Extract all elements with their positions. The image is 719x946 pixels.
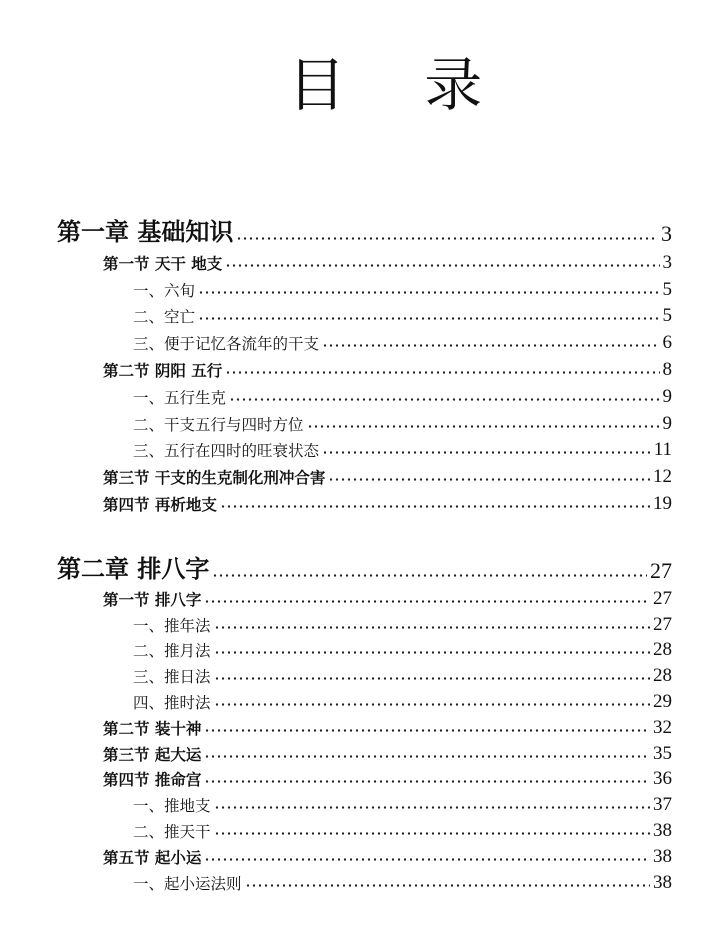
entry-title: 第四节 推命宫 [103, 770, 202, 790]
toc-section-entry[interactable] [57, 739, 672, 765]
toc-chapter-1 [57, 214, 672, 515]
dot-leader [214, 832, 650, 835]
toc-section-entry[interactable] [57, 584, 672, 610]
entry-title: 二、干支五行与四时方位 [133, 415, 304, 434]
toc-section-entry[interactable] [57, 461, 672, 488]
toc-subsection-entry[interactable] [57, 816, 672, 842]
entry-title: 第三节 干支的生克制化刑冲合害 [103, 468, 326, 488]
dot-leader [214, 703, 650, 706]
toc-subsection-entry[interactable] [57, 636, 672, 662]
toc-section-entry[interactable] [57, 488, 672, 515]
entry-title: 一、推地支 [133, 797, 211, 816]
dot-leader [204, 858, 650, 861]
entry-title: 二、空亡 [133, 308, 196, 327]
dot-leader [245, 884, 650, 887]
page-number: 29 [653, 690, 672, 712]
toc-subsection-entry[interactable] [57, 408, 672, 435]
entry-title: 第二章 排八字 [57, 554, 210, 583]
entry-title: 一、起小运法则 [133, 874, 242, 893]
dot-leader [214, 677, 650, 680]
dot-leader [225, 371, 659, 374]
dot-leader [225, 264, 659, 267]
toc-subsection-entry[interactable] [57, 327, 672, 354]
entry-title: 三、五行在四时的旺衰状态 [133, 442, 320, 461]
dot-leader [307, 425, 660, 428]
dot-leader [328, 478, 650, 481]
dot-leader [236, 237, 658, 240]
toc-chapter-entry[interactable] [57, 214, 672, 247]
dot-leader [214, 806, 650, 809]
entry-title: 三、便于记忆各流年的干支 [133, 335, 320, 354]
page-number: 38 [653, 845, 672, 867]
toc-section-entry[interactable] [57, 713, 672, 739]
page-number: 8 [662, 358, 672, 380]
toc-subsection-entry[interactable] [57, 610, 672, 636]
entry-title: 二、推月法 [133, 642, 211, 661]
page-number: 3 [661, 221, 672, 246]
dot-leader [212, 574, 647, 577]
page-number: 9 [662, 385, 672, 407]
entry-title: 一、五行生克 [133, 388, 227, 407]
toc-subsection-entry[interactable] [57, 790, 672, 816]
page-number: 32 [653, 716, 672, 738]
page-number: 38 [653, 871, 672, 893]
dot-leader [204, 780, 650, 783]
page-title: 目 录 [287, 51, 513, 119]
page-number: 38 [653, 819, 672, 841]
dot-leader [198, 317, 659, 320]
entry-title: 第一节 天干 地支 [103, 253, 223, 273]
dot-leader [204, 755, 650, 758]
dot-leader [322, 344, 659, 347]
toc-chapter-entry[interactable] [57, 551, 672, 584]
entry-title: 一、六旬 [133, 281, 196, 300]
page-number: 9 [662, 412, 672, 434]
toc-subsection-entry[interactable] [57, 435, 672, 462]
page-number: 27 [653, 613, 672, 635]
entry-title: 第二节 装十神 [103, 718, 202, 738]
toc-section-entry[interactable] [57, 354, 672, 381]
entry-title: 第四节 再析地支 [103, 494, 217, 514]
entry-title: 第三节 起大运 [103, 744, 202, 764]
page-number: 19 [653, 492, 672, 514]
entry-title: 第五节 起小运 [103, 847, 202, 867]
page-number: 3 [662, 251, 672, 273]
dot-leader [214, 651, 650, 654]
toc-chapter-2 [57, 551, 672, 894]
page-number: 6 [662, 332, 672, 354]
toc-subsection-entry[interactable] [57, 381, 672, 408]
entry-title: 四、推时法 [133, 693, 211, 712]
toc-section-entry[interactable] [57, 247, 672, 274]
page-number: 35 [653, 742, 672, 764]
entry-title: 第二节 阴阳 五行 [103, 360, 223, 380]
entry-title: 第一章 基础知识 [57, 217, 234, 246]
dot-leader [204, 600, 650, 603]
page-number: 27 [650, 558, 672, 583]
entry-title: 二、推天干 [133, 822, 211, 841]
page-number: 12 [653, 466, 672, 488]
toc-subsection-entry[interactable] [57, 661, 672, 687]
toc-subsection-entry[interactable] [57, 687, 672, 713]
toc-subsection-entry[interactable] [57, 301, 672, 328]
entry-title: 一、推年法 [133, 616, 211, 635]
page-number: 28 [653, 665, 672, 687]
dot-leader [214, 626, 650, 629]
toc-section-entry[interactable] [57, 842, 672, 868]
entry-title: 三、推日法 [133, 668, 211, 687]
toc-section-entry[interactable] [57, 765, 672, 791]
dot-leader [204, 729, 650, 732]
page-number: 5 [662, 278, 672, 300]
page-number: 27 [653, 587, 672, 609]
entry-title: 第一节 排八字 [103, 589, 202, 609]
dot-leader [220, 505, 650, 508]
dot-leader [198, 291, 659, 294]
toc-subsection-entry[interactable] [57, 274, 672, 301]
dot-leader [322, 451, 651, 454]
page-number: 36 [653, 768, 672, 790]
page-number: 5 [662, 305, 672, 327]
dot-leader [229, 398, 659, 401]
toc-subsection-entry[interactable] [57, 868, 672, 894]
page-number: 28 [653, 639, 672, 661]
page-number: 37 [653, 794, 672, 816]
page-number: 11 [653, 439, 672, 461]
